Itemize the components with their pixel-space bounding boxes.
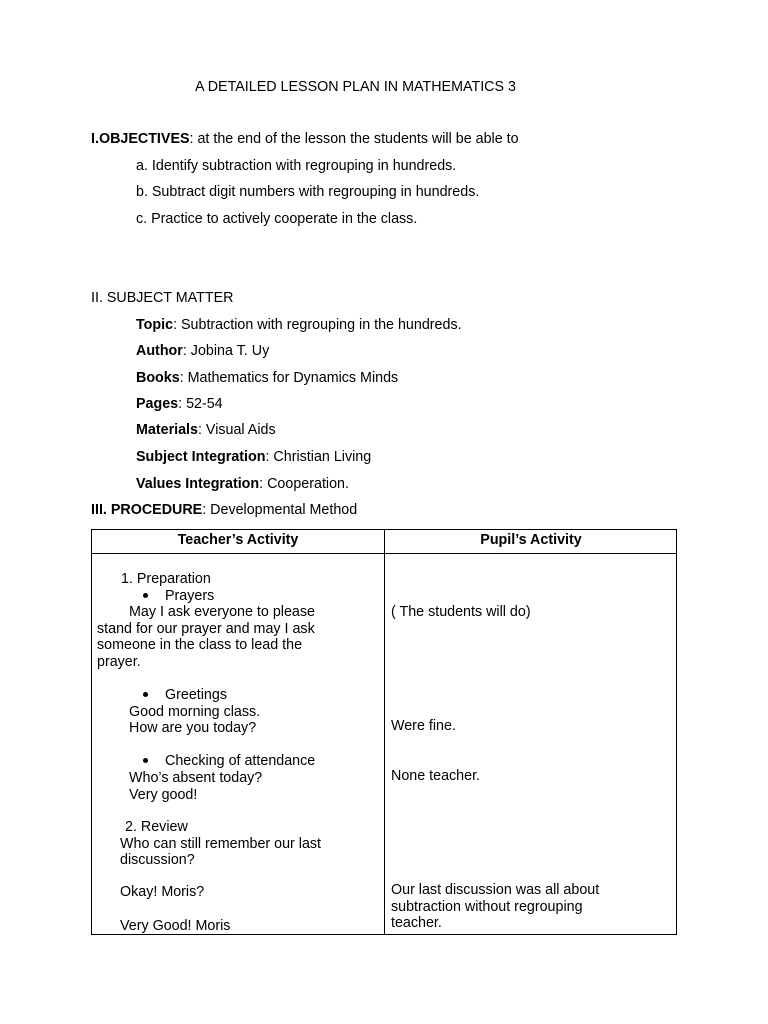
field-label: Pages (136, 396, 179, 412)
field-label: Values Integration (136, 476, 260, 492)
teacher-attendance (143, 753, 315, 770)
table-column-divider (384, 530, 385, 934)
teacher-greetings (143, 687, 227, 704)
field-books (136, 370, 398, 387)
teacher-review-line-2: discussion? (120, 852, 195, 868)
objective-item-c: c. Practice to actively cooperate in the class. (136, 211, 418, 227)
objectives-heading: I.OBJECTIVES (91, 131, 190, 147)
field-topic (136, 317, 462, 334)
procedure-method: : Developmental Method (202, 502, 358, 518)
teacher-attendance-line-2: Very good! (129, 787, 198, 803)
teacher-prayer-line-4: prayer. (97, 654, 141, 670)
header-teacher-activity: Teacher’s Activity (177, 532, 299, 548)
bullet-icon (143, 593, 148, 598)
field-value: : 52-54 (178, 396, 223, 412)
pupil-prayer-response: ( The students will do) (391, 604, 531, 620)
field-label: Subject Integration (136, 449, 266, 465)
teacher-greeting-line-1: Good morning class. (129, 704, 261, 720)
teacher-prayer-line-2: stand for our prayer and may I ask (97, 621, 315, 637)
objective-item-a: a. Identify subtraction with regrouping in hundreds. (136, 158, 457, 174)
subject-matter-heading: II. SUBJECT MATTER (91, 290, 234, 306)
field-label: Author (136, 343, 183, 359)
teacher-attendance-line-1: Who’s absent today? (129, 770, 263, 786)
field-value: : Subtraction with regrouping in the hundreds. (173, 317, 462, 333)
greetings-label: Greetings (165, 687, 227, 703)
teacher-prayers (143, 588, 214, 605)
prayers-label: Prayers (165, 588, 215, 604)
field-value: : Christian Living (265, 449, 372, 465)
pupil-review-line-2: subtraction without regrouping (391, 899, 583, 915)
teacher-very-good-moris: Very Good! Moris (120, 918, 231, 934)
bullet-icon (143, 758, 148, 763)
field-label: Books (136, 370, 180, 386)
field-materials (136, 422, 276, 439)
bullet-icon (143, 692, 148, 697)
attendance-label: Checking of attendance (165, 753, 316, 769)
field-value: : Cooperation. (259, 476, 349, 492)
field-label: Topic (136, 317, 174, 333)
objectives-intro: : at the end of the lesson the students will be able to (189, 131, 519, 147)
header-pupil-activity: Pupil’s Activity (480, 532, 582, 548)
teacher-prayer-line-1: May I ask everyone to please (129, 604, 315, 620)
pupil-attendance-response: None teacher. (391, 768, 481, 784)
objective-item-b: b. Subtract digit numbers with regrouping in hundreds. (136, 184, 480, 200)
field-value: : Jobina T. Uy (182, 343, 270, 359)
teacher-okay-moris: Okay! Moris? (120, 884, 205, 900)
field-label: Materials (136, 422, 198, 438)
field-value: : Visual Aids (197, 422, 276, 438)
teacher-preparation: 1. Preparation (121, 571, 211, 587)
teacher-review-line-1: Who can still remember our last (120, 836, 322, 852)
pupil-greeting-response: Were fine. (391, 718, 456, 734)
pupil-review-line-3: teacher. (391, 915, 442, 931)
teacher-prayer-line-3: someone in the class to lead the (97, 637, 303, 653)
teacher-greeting-line-2: How are you today? (129, 720, 257, 736)
field-values-integration (136, 476, 349, 493)
activity-table (91, 529, 677, 935)
field-subject-integration (136, 449, 371, 466)
field-author (136, 343, 269, 360)
field-pages (136, 396, 223, 413)
procedure-heading: III. PROCEDURE (91, 502, 203, 518)
pupil-review-line-1: Our last discussion was all about (391, 882, 600, 898)
objectives-line (91, 131, 519, 148)
page-title: A DETAILED LESSON PLAN IN MATHEMATICS 3 (195, 79, 516, 95)
procedure-line (91, 502, 357, 519)
field-value: : Mathematics for Dynamics Minds (179, 370, 399, 386)
teacher-review: 2. Review (125, 819, 188, 835)
